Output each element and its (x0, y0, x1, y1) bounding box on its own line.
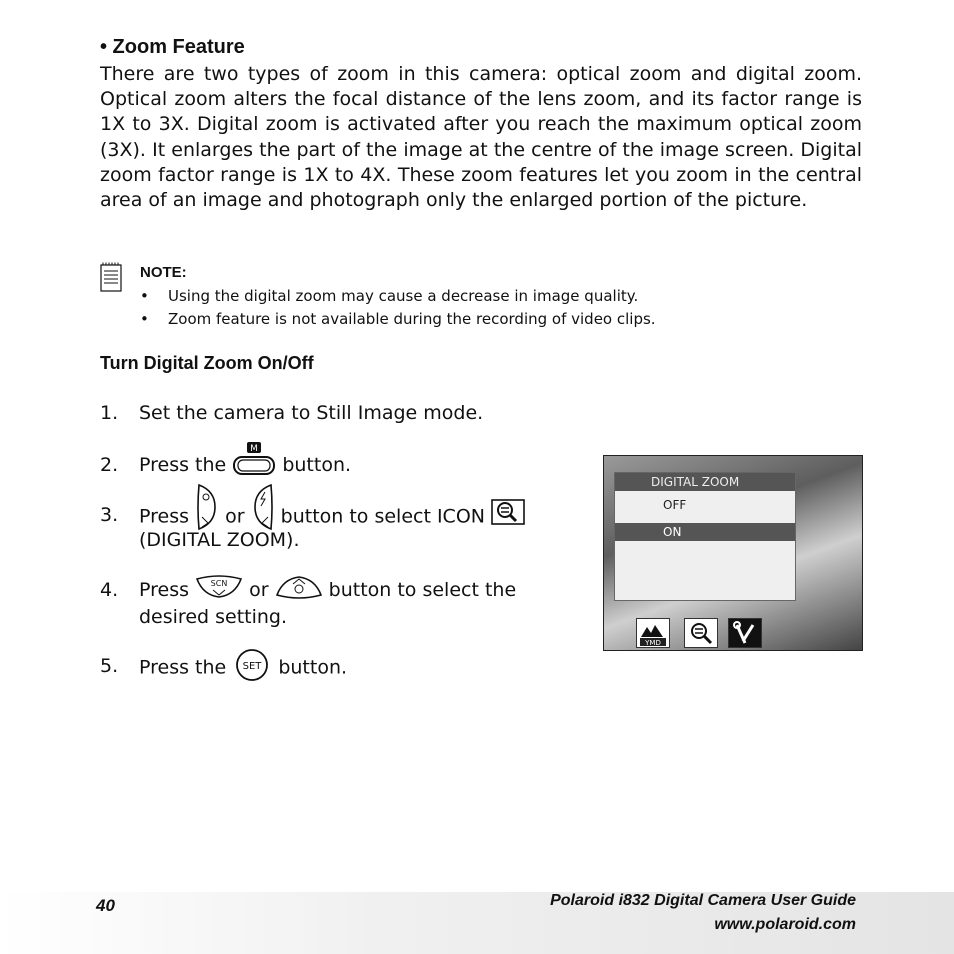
intro-paragraph: There are two types of zoom in this camera: optical zoom and digital zoom. Optical zoom alters the focal distance of the lens zoom, and its factor range is 1X to 3X. Digital zoom is activated after you reach the maximum optical zoom (3X). It enlarges the part of the image at the centre of the image screen. Digital zoom factor range is 1X to 4X. These zoom features let you zoom in the central area of an image and photograph only the enlarged portion of the picture. (100, 63, 862, 212)
svg-text:SET: SET (242, 661, 262, 672)
digital-zoom-icon (491, 499, 525, 525)
set-button-icon (232, 648, 272, 682)
up-scn-button-icon (195, 575, 243, 599)
menu-button-icon (232, 441, 276, 477)
note-item: • Zoom feature is not available during the recording of video clips. (140, 310, 656, 328)
svg-text:SCN: SCN (210, 578, 228, 588)
note-title: NOTE: (140, 264, 187, 281)
right-flash-button-icon (251, 483, 275, 531)
lcd-screenshot (603, 455, 863, 651)
option-on-selected[interactable]: ON (615, 523, 795, 541)
menu-title: DIGITAL ZOOM (615, 473, 795, 491)
option-off[interactable]: OFF (663, 498, 687, 512)
down-selftimer-button-icon (275, 575, 323, 599)
notepad-icon (100, 262, 122, 292)
page-number: 40 (96, 896, 115, 915)
guide-url[interactable]: www.polaroid.com (714, 916, 856, 933)
digital-zoom-tab-icon (684, 618, 718, 648)
guide-title: Polaroid i832 Digital Camera User Guide (550, 892, 856, 909)
svg-text:YMD: YMD (645, 639, 661, 647)
note-item: • Using the digital zoom may cause a decrease in image quality. (140, 287, 639, 305)
svg-text:M: M (250, 443, 259, 454)
digital-zoom-menu (614, 472, 796, 601)
left-macro-button-icon (195, 483, 219, 531)
setup-tools-tab-icon (728, 618, 762, 648)
section-heading: • Zoom Feature (100, 36, 245, 58)
date-tab-icon (636, 618, 670, 648)
subheading: Turn Digital Zoom On/Off (100, 353, 314, 373)
